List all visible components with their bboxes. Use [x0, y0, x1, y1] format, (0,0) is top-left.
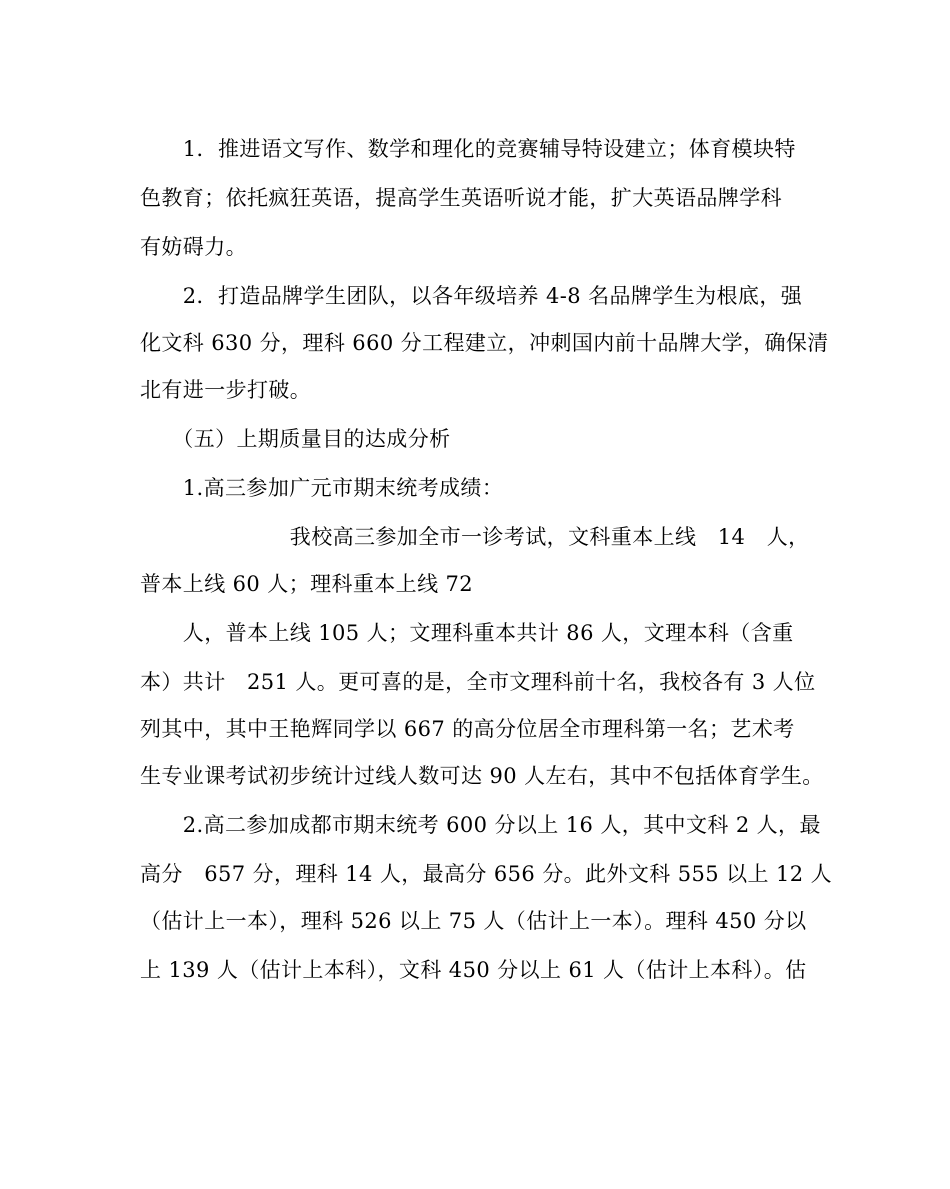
- paragraph-line: 有妨碍力。: [140, 235, 247, 259]
- paragraph-line: 化文科 630 分，理科 660 分工程建立，冲刺国内前十品牌大学，确保清: [140, 331, 829, 355]
- paragraph-line: 上 139 人（估计上本科），文科 450 分以上 61 人（估计上本科）。估: [140, 958, 807, 982]
- paragraph-line: 2.高二参加成都市期末统考 600 分以上 16 人，其中文科 2 人，最: [140, 813, 821, 837]
- paragraph-line: 列其中，其中王艳辉同学以 667 的高分位居全市理科第一名；艺术考: [140, 717, 795, 741]
- paragraph-line: （估计上一本），理科 526 以上 75 人（估计上一本）。理科 450 分以: [140, 909, 807, 933]
- subsection-heading: 1.高三参加广元市期末统考成绩：: [140, 476, 504, 500]
- paragraph-line: 生专业课考试初步统计过线人数可达 90 人左右，其中不包括体育学生。: [140, 764, 824, 788]
- paragraph-line: 我校高三参加全市一诊考试，文科重本上线 14 人，: [140, 525, 810, 549]
- paragraph-line: 北有进一步打破。: [140, 378, 312, 402]
- paragraph-line: 人，普本上线 105 人；文理科重本共计 86 人，文理本科（含重: [140, 621, 794, 645]
- paragraph-line: 色教育；依托疯狂英语，提高学生英语听说才能，扩大英语品牌学科: [140, 186, 782, 210]
- paragraph-line: 高分 657 分，理科 14 人，最高分 656 分。此外文科 555 以上 12 人: [140, 862, 832, 886]
- paragraph-line: 1．推进语文写作、数学和理化的竞赛辅导特设建立；体育模块特: [140, 137, 796, 161]
- paragraph-line: 2．打造品牌学生团队，以各年级培养 4-8 名品牌学生为根底，强: [140, 284, 803, 308]
- paragraph-line: 本）共计 251 人。更可喜的是，全市文理科前十名，我校各有 3 人位: [140, 670, 816, 694]
- paragraph-line: 普本上线 60 人；理科重本上线 72: [140, 572, 474, 596]
- section-heading: （五）上期质量目的达成分析: [140, 427, 451, 451]
